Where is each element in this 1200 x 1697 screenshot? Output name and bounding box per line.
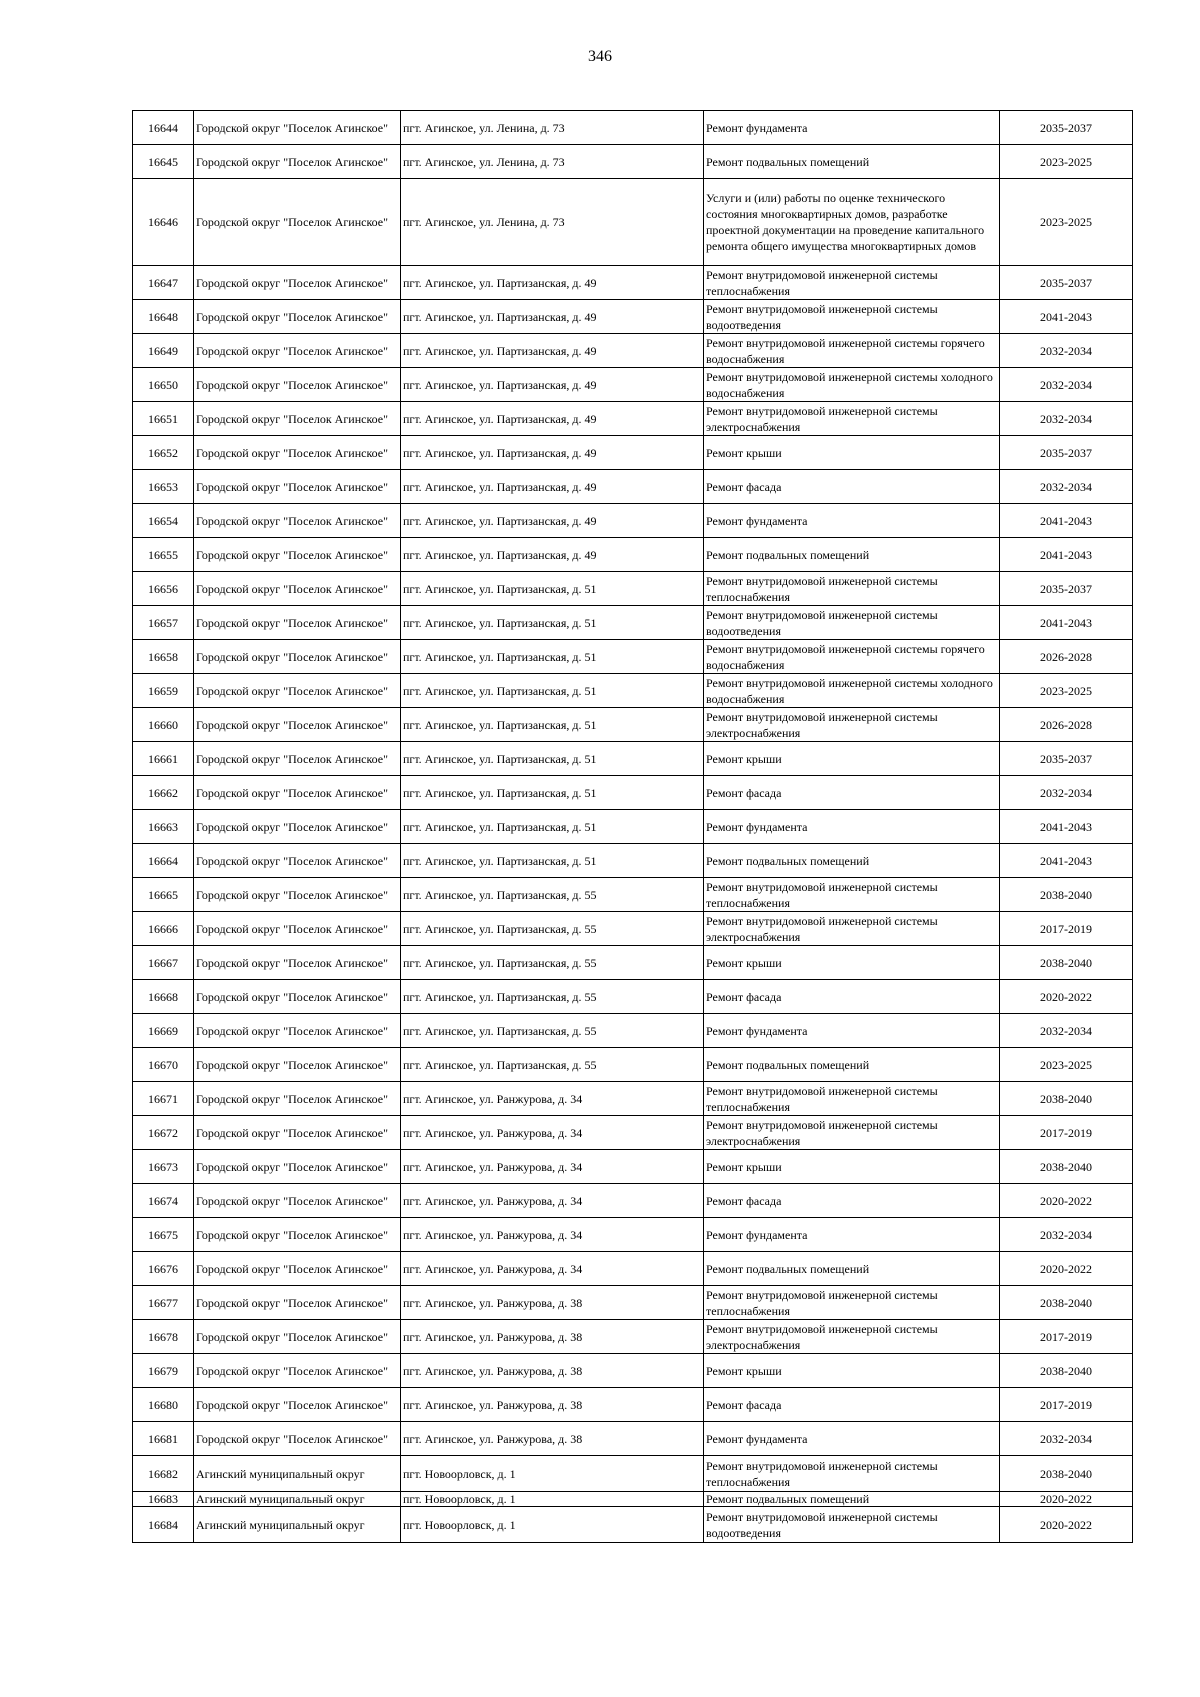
period-cell: 2038-2040	[1000, 1082, 1133, 1116]
period-cell: 2038-2040	[1000, 1354, 1133, 1388]
municipality-cell: Городской округ "Поселок Агинское"	[194, 810, 401, 844]
row-number: 16647	[133, 266, 194, 300]
address-cell: пгт. Агинское, ул. Партизанская, д. 55	[401, 980, 704, 1014]
table-row	[133, 1048, 1133, 1082]
period-cell: 2041-2043	[1000, 538, 1133, 572]
row-number: 16677	[133, 1286, 194, 1320]
municipality-cell: Городской округ "Поселок Агинское"	[194, 179, 401, 266]
address-cell: пгт. Агинское, ул. Ранжурова, д. 38	[401, 1286, 704, 1320]
period-cell: 2023-2025	[1000, 1048, 1133, 1082]
period-cell: 2020-2022	[1000, 1492, 1133, 1507]
row-number: 16670	[133, 1048, 194, 1082]
address-cell: пгт. Агинское, ул. Партизанская, д. 49	[401, 504, 704, 538]
table-row	[133, 145, 1133, 179]
row-number: 16655	[133, 538, 194, 572]
municipality-cell: Городской округ "Поселок Агинское"	[194, 572, 401, 606]
address-cell: пгт. Агинское, ул. Ранжурова, д. 38	[401, 1320, 704, 1354]
municipality-cell: Городской округ "Поселок Агинское"	[194, 640, 401, 674]
row-number: 16667	[133, 946, 194, 980]
work-type-cell: Ремонт внутридомовой инженерной системы теплоснабжения	[704, 1456, 1000, 1492]
table-row	[133, 1252, 1133, 1286]
table-row	[133, 1492, 1133, 1507]
work-type-cell: Ремонт фундамента	[704, 1014, 1000, 1048]
municipality-cell: Агинский муниципальный округ	[194, 1456, 401, 1492]
address-cell: пгт. Агинское, ул. Ранжурова, д. 34	[401, 1184, 704, 1218]
work-type-cell: Ремонт фундамента	[704, 504, 1000, 538]
table-row	[133, 912, 1133, 946]
table-row	[133, 538, 1133, 572]
row-number: 16684	[133, 1507, 194, 1543]
work-type-cell: Ремонт подвальных помещений	[704, 1252, 1000, 1286]
address-cell: пгт. Агинское, ул. Ранжурова, д. 38	[401, 1422, 704, 1456]
municipality-cell: Городской округ "Поселок Агинское"	[194, 368, 401, 402]
municipality-cell: Городской округ "Поселок Агинское"	[194, 1184, 401, 1218]
row-number: 16675	[133, 1218, 194, 1252]
row-number: 16674	[133, 1184, 194, 1218]
work-type-cell: Ремонт фундамента	[704, 1218, 1000, 1252]
work-type-cell: Ремонт внутридомовой инженерной системы электроснабжения	[704, 1116, 1000, 1150]
table-row	[133, 111, 1133, 145]
period-cell: 2023-2025	[1000, 145, 1133, 179]
row-number: 16683	[133, 1492, 194, 1507]
table-row	[133, 300, 1133, 334]
table-row	[133, 402, 1133, 436]
table-row	[133, 1184, 1133, 1218]
row-number: 16660	[133, 708, 194, 742]
municipality-cell: Городской округ "Поселок Агинское"	[194, 402, 401, 436]
table-row	[133, 436, 1133, 470]
row-number: 16646	[133, 179, 194, 266]
address-cell: пгт. Агинское, ул. Партизанская, д. 51	[401, 844, 704, 878]
page-number: 346	[588, 48, 612, 65]
municipality-cell: Городской округ "Поселок Агинское"	[194, 1150, 401, 1184]
municipality-cell: Городской округ "Поселок Агинское"	[194, 674, 401, 708]
period-cell: 2041-2043	[1000, 300, 1133, 334]
table-row	[133, 470, 1133, 504]
municipality-cell: Городской округ "Поселок Агинское"	[194, 1286, 401, 1320]
address-cell: пгт. Агинское, ул. Партизанская, д. 51	[401, 776, 704, 810]
row-number: 16657	[133, 606, 194, 640]
municipality-cell: Городской округ "Поселок Агинское"	[194, 606, 401, 640]
table-row	[133, 810, 1133, 844]
row-number: 16668	[133, 980, 194, 1014]
work-type-cell: Ремонт внутридомовой инженерной системы водоотведения	[704, 1507, 1000, 1543]
period-cell: 2026-2028	[1000, 640, 1133, 674]
table-row	[133, 1150, 1133, 1184]
address-cell: пгт. Агинское, ул. Партизанская, д. 49	[401, 300, 704, 334]
work-type-cell: Ремонт фасада	[704, 776, 1000, 810]
period-cell: 2032-2034	[1000, 1218, 1133, 1252]
row-number: 16654	[133, 504, 194, 538]
table-row	[133, 640, 1133, 674]
municipality-cell: Городской округ "Поселок Агинское"	[194, 1014, 401, 1048]
work-type-cell: Ремонт внутридомовой инженерной системы теплоснабжения	[704, 878, 1000, 912]
work-type-cell: Ремонт внутридомовой инженерной системы теплоснабжения	[704, 266, 1000, 300]
municipality-cell: Городской округ "Поселок Агинское"	[194, 145, 401, 179]
row-number: 16661	[133, 742, 194, 776]
municipality-cell: Городской округ "Поселок Агинское"	[194, 912, 401, 946]
period-cell: 2032-2034	[1000, 776, 1133, 810]
row-number: 16656	[133, 572, 194, 606]
period-cell: 2017-2019	[1000, 1320, 1133, 1354]
table-row	[133, 946, 1133, 980]
work-type-cell: Ремонт фасада	[704, 470, 1000, 504]
work-type-cell: Ремонт подвальных помещений	[704, 1048, 1000, 1082]
work-type-cell: Ремонт фундамента	[704, 810, 1000, 844]
work-type-cell: Ремонт внутридомовой инженерной системы водоотведения	[704, 606, 1000, 640]
municipality-cell: Городской округ "Поселок Агинское"	[194, 1082, 401, 1116]
address-cell: пгт. Агинское, ул. Партизанская, д. 55	[401, 1048, 704, 1082]
municipality-cell: Городской округ "Поселок Агинское"	[194, 538, 401, 572]
address-cell: пгт. Агинское, ул. Ранжурова, д. 34	[401, 1218, 704, 1252]
work-type-cell: Ремонт крыши	[704, 436, 1000, 470]
work-type-cell: Ремонт внутридомовой инженерной системы холодного водоснабжения	[704, 368, 1000, 402]
period-cell: 2041-2043	[1000, 606, 1133, 640]
table-row	[133, 1218, 1133, 1252]
period-cell: 2032-2034	[1000, 470, 1133, 504]
row-number: 16662	[133, 776, 194, 810]
period-cell: 2026-2028	[1000, 708, 1133, 742]
period-cell: 2041-2043	[1000, 504, 1133, 538]
capital-repair-table	[132, 110, 1133, 1543]
period-cell: 2023-2025	[1000, 674, 1133, 708]
municipality-cell: Городской округ "Поселок Агинское"	[194, 844, 401, 878]
row-number: 16651	[133, 402, 194, 436]
address-cell: пгт. Агинское, ул. Партизанская, д. 49	[401, 402, 704, 436]
address-cell: пгт. Новоорловск, д. 1	[401, 1507, 704, 1543]
row-number: 16682	[133, 1456, 194, 1492]
period-cell: 2041-2043	[1000, 844, 1133, 878]
address-cell: пгт. Агинское, ул. Партизанская, д. 51	[401, 742, 704, 776]
work-type-cell: Ремонт внутридомовой инженерной системы водоотведения	[704, 300, 1000, 334]
address-cell: пгт. Агинское, ул. Партизанская, д. 51	[401, 640, 704, 674]
address-cell: пгт. Агинское, ул. Партизанская, д. 49	[401, 266, 704, 300]
address-cell: пгт. Агинское, ул. Партизанская, д. 55	[401, 878, 704, 912]
row-number: 16680	[133, 1388, 194, 1422]
work-type-cell: Ремонт внутридомовой инженерной системы холодного водоснабжения	[704, 674, 1000, 708]
work-type-cell: Ремонт внутридомовой инженерной системы электроснабжения	[704, 1320, 1000, 1354]
table-row	[133, 179, 1133, 266]
municipality-cell: Городской округ "Поселок Агинское"	[194, 266, 401, 300]
row-number: 16663	[133, 810, 194, 844]
work-type-cell: Ремонт подвальных помещений	[704, 145, 1000, 179]
municipality-cell: Городской округ "Поселок Агинское"	[194, 436, 401, 470]
row-number: 16681	[133, 1422, 194, 1456]
address-cell: пгт. Агинское, ул. Партизанская, д. 55	[401, 912, 704, 946]
period-cell: 2023-2025	[1000, 179, 1133, 266]
row-number: 16676	[133, 1252, 194, 1286]
work-type-cell: Ремонт крыши	[704, 742, 1000, 776]
municipality-cell: Городской округ "Поселок Агинское"	[194, 1354, 401, 1388]
address-cell: пгт. Новоорловск, д. 1	[401, 1492, 704, 1507]
work-type-cell: Ремонт фундамента	[704, 1422, 1000, 1456]
table-row	[133, 1507, 1133, 1543]
work-type-cell: Ремонт крыши	[704, 1354, 1000, 1388]
row-number: 16649	[133, 334, 194, 368]
table-row	[133, 1354, 1133, 1388]
table-row	[133, 1082, 1133, 1116]
address-cell: пгт. Агинское, ул. Партизанская, д. 49	[401, 334, 704, 368]
period-cell: 2020-2022	[1000, 1507, 1133, 1543]
row-number: 16671	[133, 1082, 194, 1116]
row-number: 16673	[133, 1150, 194, 1184]
table-row	[133, 266, 1133, 300]
period-cell: 2020-2022	[1000, 1184, 1133, 1218]
address-cell: пгт. Агинское, ул. Ранжурова, д. 38	[401, 1388, 704, 1422]
work-type-cell: Ремонт крыши	[704, 946, 1000, 980]
table-row	[133, 1422, 1133, 1456]
table-row	[133, 368, 1133, 402]
work-type-cell: Ремонт подвальных помещений	[704, 844, 1000, 878]
address-cell: пгт. Новоорловск, д. 1	[401, 1456, 704, 1492]
work-type-cell: Ремонт подвальных помещений	[704, 538, 1000, 572]
work-type-cell: Ремонт фундамента	[704, 111, 1000, 145]
address-cell: пгт. Агинское, ул. Ранжурова, д. 34	[401, 1150, 704, 1184]
table-body	[133, 111, 1133, 1543]
work-type-cell: Ремонт фасада	[704, 1184, 1000, 1218]
table-row	[133, 980, 1133, 1014]
row-number: 16644	[133, 111, 194, 145]
work-type-cell: Ремонт внутридомовой инженерной системы теплоснабжения	[704, 1082, 1000, 1116]
work-type-cell: Ремонт фасада	[704, 980, 1000, 1014]
row-number: 16678	[133, 1320, 194, 1354]
row-number: 16679	[133, 1354, 194, 1388]
address-cell: пгт. Агинское, ул. Ранжурова, д. 34	[401, 1116, 704, 1150]
work-type-cell: Ремонт внутридомовой инженерной системы электроснабжения	[704, 402, 1000, 436]
municipality-cell: Городской округ "Поселок Агинское"	[194, 470, 401, 504]
row-number: 16665	[133, 878, 194, 912]
table-row	[133, 334, 1133, 368]
work-type-cell: Ремонт фасада	[704, 1388, 1000, 1422]
table-row	[133, 844, 1133, 878]
period-cell: 2032-2034	[1000, 368, 1133, 402]
municipality-cell: Агинский муниципальный округ	[194, 1507, 401, 1543]
work-type-cell: Ремонт подвальных помещений	[704, 1492, 1000, 1507]
period-cell: 2017-2019	[1000, 1388, 1133, 1422]
row-number: 16669	[133, 1014, 194, 1048]
period-cell: 2032-2034	[1000, 1014, 1133, 1048]
row-number: 16648	[133, 300, 194, 334]
table-row	[133, 742, 1133, 776]
table-row	[133, 776, 1133, 810]
municipality-cell: Городской округ "Поселок Агинское"	[194, 1218, 401, 1252]
work-type-cell: Ремонт внутридомовой инженерной системы электроснабжения	[704, 708, 1000, 742]
table-row	[133, 606, 1133, 640]
address-cell: пгт. Агинское, ул. Ленина, д. 73	[401, 111, 704, 145]
work-type-cell: Ремонт внутридомовой инженерной системы горячего водоснабжения	[704, 334, 1000, 368]
work-type-cell: Услуги и (или) работы по оценке технического состояния многоквартирных домов, разработке проектной документации на проведение капитального ремонта общего имущества многоквартирных домов	[704, 179, 1000, 266]
row-number: 16653	[133, 470, 194, 504]
municipality-cell: Городской округ "Поселок Агинское"	[194, 1320, 401, 1354]
address-cell: пгт. Агинское, ул. Партизанская, д. 51	[401, 674, 704, 708]
period-cell: 2017-2019	[1000, 912, 1133, 946]
table-row	[133, 1286, 1133, 1320]
address-cell: пгт. Агинское, ул. Ленина, д. 73	[401, 179, 704, 266]
address-cell: пгт. Агинское, ул. Партизанская, д. 51	[401, 810, 704, 844]
period-cell: 2035-2037	[1000, 111, 1133, 145]
address-cell: пгт. Агинское, ул. Партизанская, д. 49	[401, 436, 704, 470]
address-cell: пгт. Агинское, ул. Ранжурова, д. 34	[401, 1252, 704, 1286]
address-cell: пгт. Агинское, ул. Партизанская, д. 49	[401, 368, 704, 402]
work-type-cell: Ремонт внутридомовой инженерной системы теплоснабжения	[704, 572, 1000, 606]
table-row	[133, 878, 1133, 912]
row-number: 16645	[133, 145, 194, 179]
row-number: 16664	[133, 844, 194, 878]
row-number: 16650	[133, 368, 194, 402]
work-type-cell: Ремонт внутридомовой инженерной системы электроснабжения	[704, 912, 1000, 946]
municipality-cell: Городской округ "Поселок Агинское"	[194, 1048, 401, 1082]
table-row	[133, 572, 1133, 606]
period-cell: 2038-2040	[1000, 1286, 1133, 1320]
period-cell: 2020-2022	[1000, 1252, 1133, 1286]
period-cell: 2035-2037	[1000, 572, 1133, 606]
municipality-cell: Городской округ "Поселок Агинское"	[194, 1252, 401, 1286]
address-cell: пгт. Агинское, ул. Партизанская, д. 49	[401, 538, 704, 572]
municipality-cell: Городской округ "Поселок Агинское"	[194, 504, 401, 538]
period-cell: 2038-2040	[1000, 1456, 1133, 1492]
period-cell: 2038-2040	[1000, 1150, 1133, 1184]
address-cell: пгт. Агинское, ул. Партизанская, д. 51	[401, 708, 704, 742]
work-type-cell: Ремонт крыши	[704, 1150, 1000, 1184]
period-cell: 2038-2040	[1000, 946, 1133, 980]
work-type-cell: Ремонт внутридомовой инженерной системы горячего водоснабжения	[704, 640, 1000, 674]
municipality-cell: Городской округ "Поселок Агинское"	[194, 1422, 401, 1456]
row-number: 16666	[133, 912, 194, 946]
address-cell: пгт. Агинское, ул. Ленина, д. 73	[401, 145, 704, 179]
municipality-cell: Городской округ "Поселок Агинское"	[194, 334, 401, 368]
work-type-cell: Ремонт внутридомовой инженерной системы теплоснабжения	[704, 1286, 1000, 1320]
municipality-cell: Городской округ "Поселок Агинское"	[194, 742, 401, 776]
address-cell: пгт. Агинское, ул. Ранжурова, д. 38	[401, 1354, 704, 1388]
period-cell: 2035-2037	[1000, 742, 1133, 776]
municipality-cell: Городской округ "Поселок Агинское"	[194, 1116, 401, 1150]
period-cell: 2041-2043	[1000, 810, 1133, 844]
table-row	[133, 674, 1133, 708]
table-row	[133, 1014, 1133, 1048]
table-row	[133, 708, 1133, 742]
period-cell: 2020-2022	[1000, 980, 1133, 1014]
address-cell: пгт. Агинское, ул. Партизанская, д. 51	[401, 572, 704, 606]
row-number: 16658	[133, 640, 194, 674]
period-cell: 2038-2040	[1000, 878, 1133, 912]
period-cell: 2032-2034	[1000, 1422, 1133, 1456]
period-cell: 2032-2034	[1000, 334, 1133, 368]
table-row	[133, 504, 1133, 538]
table-row	[133, 1116, 1133, 1150]
municipality-cell: Городской округ "Поселок Агинское"	[194, 776, 401, 810]
period-cell: 2035-2037	[1000, 266, 1133, 300]
municipality-cell: Городской округ "Поселок Агинское"	[194, 946, 401, 980]
row-number: 16652	[133, 436, 194, 470]
municipality-cell: Городской округ "Поселок Агинское"	[194, 1388, 401, 1422]
period-cell: 2035-2037	[1000, 436, 1133, 470]
table-row	[133, 1320, 1133, 1354]
address-cell: пгт. Агинское, ул. Ранжурова, д. 34	[401, 1082, 704, 1116]
address-cell: пгт. Агинское, ул. Партизанская, д. 55	[401, 946, 704, 980]
period-cell: 2017-2019	[1000, 1116, 1133, 1150]
municipality-cell: Городской округ "Поселок Агинское"	[194, 980, 401, 1014]
municipality-cell: Городской округ "Поселок Агинское"	[194, 878, 401, 912]
address-cell: пгт. Агинское, ул. Партизанская, д. 55	[401, 1014, 704, 1048]
table-row	[133, 1456, 1133, 1492]
municipality-cell: Агинский муниципальный округ	[194, 1492, 401, 1507]
table-row	[133, 1388, 1133, 1422]
municipality-cell: Городской округ "Поселок Агинское"	[194, 111, 401, 145]
row-number: 16672	[133, 1116, 194, 1150]
address-cell: пгт. Агинское, ул. Партизанская, д. 49	[401, 470, 704, 504]
period-cell: 2032-2034	[1000, 402, 1133, 436]
municipality-cell: Городской округ "Поселок Агинское"	[194, 708, 401, 742]
municipality-cell: Городской округ "Поселок Агинское"	[194, 300, 401, 334]
address-cell: пгт. Агинское, ул. Партизанская, д. 51	[401, 606, 704, 640]
row-number: 16659	[133, 674, 194, 708]
